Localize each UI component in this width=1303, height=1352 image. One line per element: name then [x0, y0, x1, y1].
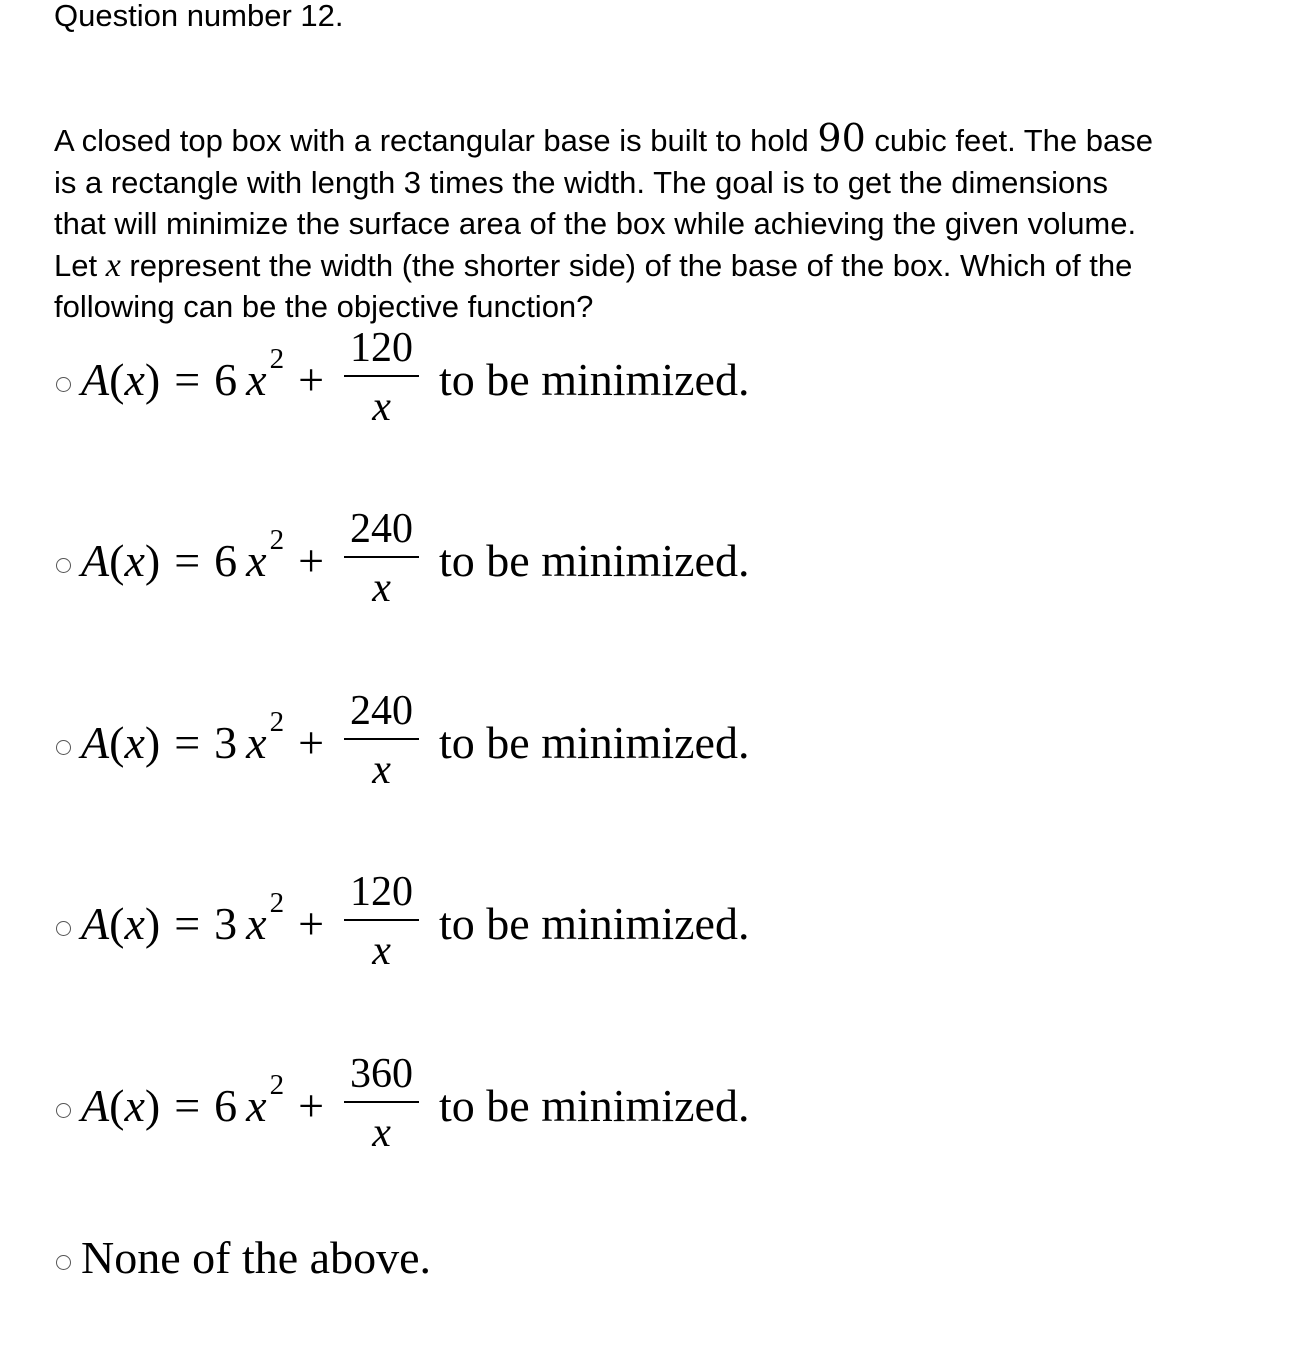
- fraction-denominator: x: [372, 383, 391, 430]
- fraction-denominator: x: [372, 927, 391, 974]
- option-tail-text: to be minimized.: [439, 1079, 750, 1131]
- option-formula: A ( x ) = 3 x 2 + $\frac{240}{x}$ to be minimized.: [81, 687, 750, 793]
- fraction-numerator: 240: [350, 687, 414, 734]
- fraction-denominator: x: [372, 746, 391, 793]
- fraction-bar: [344, 375, 419, 377]
- radio-button-icon[interactable]: [56, 558, 71, 573]
- fraction: [344, 324, 419, 431]
- question-line: A closed top box with a rectangular base is built to hold 90 cubic feet. The base: [54, 116, 1153, 160]
- radio-button-icon[interactable]: [56, 377, 71, 392]
- radio-button-icon[interactable]: [56, 740, 71, 755]
- answer-option-4[interactable]: [56, 868, 750, 974]
- volume-value: 90: [817, 116, 866, 160]
- fraction-denominator: x: [372, 1109, 391, 1156]
- fraction-bar: [344, 556, 419, 558]
- question-header: Question number 12.: [54, 0, 344, 33]
- fraction-numerator: 240: [350, 505, 414, 552]
- question-line: is a rectangle with length 3 times the width. The goal is to get the dimensions: [54, 164, 1109, 200]
- radio-button-icon[interactable]: [56, 921, 71, 936]
- question-text: [54, 116, 1299, 328]
- fraction: [344, 868, 419, 975]
- fraction-numerator: 360: [350, 1050, 414, 1097]
- answer-option-2[interactable]: [56, 505, 750, 611]
- option-formula: A ( x ) = 6 x 2 + $\frac{120}{x}$ to be minimized.: [81, 324, 750, 430]
- radio-button-icon[interactable]: [56, 1103, 71, 1118]
- variable-x: x: [105, 246, 121, 284]
- answer-option-none[interactable]: [56, 1212, 431, 1302]
- fraction-bar: [344, 1101, 419, 1103]
- fraction-numerator: 120: [350, 324, 414, 371]
- option-tail-text: to be minimized.: [439, 353, 750, 405]
- option-none-label: None of the above.: [81, 1231, 431, 1283]
- fraction-denominator: x: [372, 564, 391, 611]
- fraction-bar: [344, 738, 419, 740]
- fraction: [344, 1050, 419, 1157]
- answer-option-1[interactable]: [56, 324, 750, 430]
- option-formula: A ( x ) = 6 x 2 + $\frac{240}{x}$ to be minimized.: [81, 505, 750, 611]
- answer-option-5[interactable]: [56, 1050, 750, 1156]
- option-tail-text: to be minimized.: [439, 897, 750, 949]
- question-line: that will minimize the surface area of the box while achieving the given volume.: [54, 206, 1137, 241]
- fraction-bar: [344, 919, 419, 921]
- fraction-numerator: 120: [350, 868, 414, 915]
- question-line: Let x represent the width (the shorter side) of the base of the box. Which of the: [54, 246, 1133, 284]
- option-tail-text: to be minimized.: [439, 716, 750, 768]
- fraction: [344, 505, 419, 612]
- option-formula: A ( x ) = 6 x 2 + $\frac{360}{x}$ to be minimized.: [81, 1050, 750, 1156]
- answer-option-3[interactable]: [56, 687, 750, 793]
- fraction: [344, 687, 419, 794]
- option-tail-text: to be minimized.: [439, 534, 750, 586]
- option-formula: A ( x ) = 3 x 2 + $\frac{120}{x}$ to be minimized.: [81, 868, 750, 974]
- question-line: following can be the objective function?: [54, 289, 594, 324]
- radio-button-icon[interactable]: [56, 1255, 71, 1270]
